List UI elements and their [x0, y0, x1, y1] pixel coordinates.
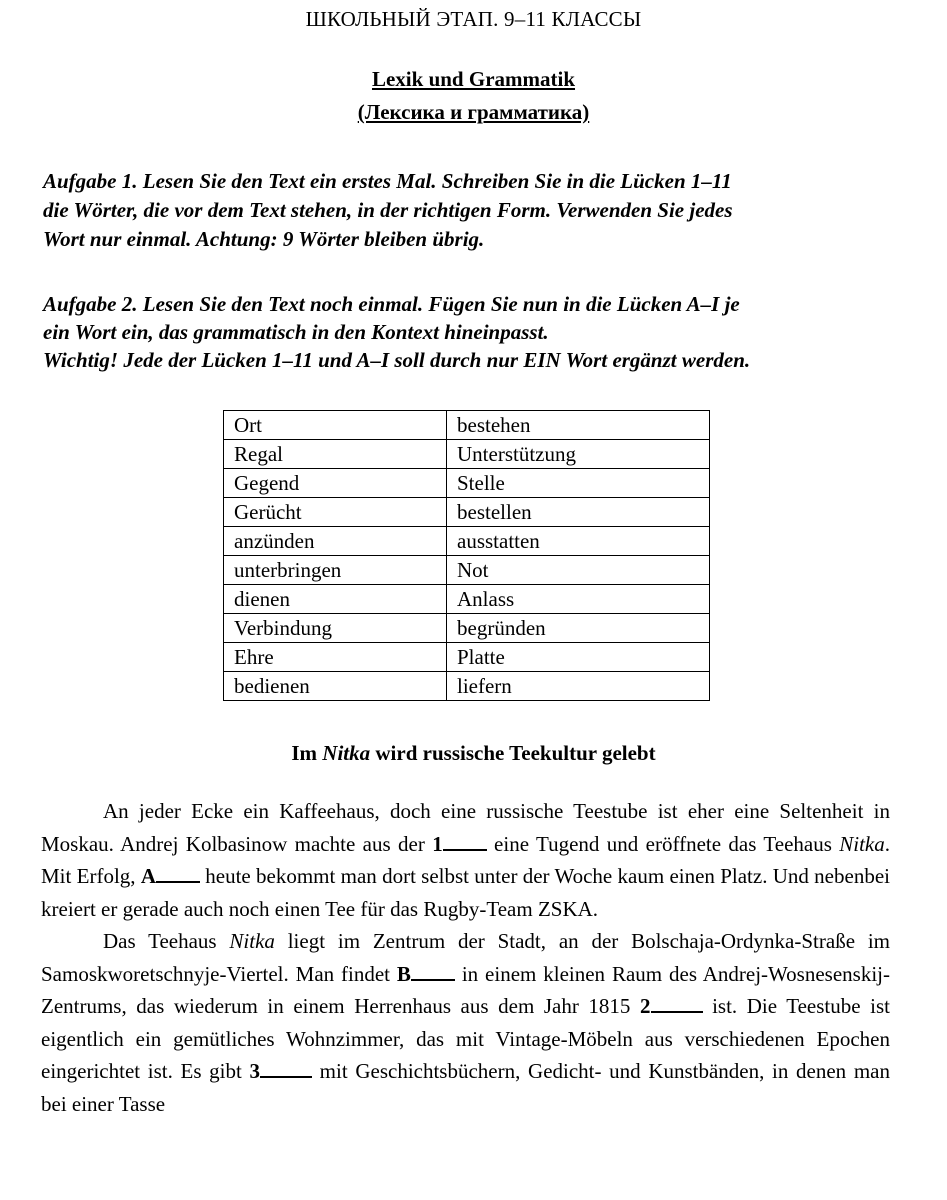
word-cell: bedienen: [224, 672, 447, 701]
gap-blank: [651, 993, 703, 1013]
word-cell: unterbringen: [224, 556, 447, 585]
gap-blank: [156, 863, 200, 883]
task-2-line: ein Wort ein, das grammatisch in den Kontext hineinpasst.: [43, 320, 549, 344]
text-run: An jeder Ecke ein Kaffeehaus, doch eine russische Teestube ist eher eine Seltenheit in Moskau. Andrej Kolbasinow machte aus der: [41, 799, 890, 856]
word-cell: anzünden: [224, 527, 447, 556]
word-cell: liefern: [447, 672, 710, 701]
cafe-name: Nitka: [839, 831, 885, 856]
word-cell: ausstatten: [447, 527, 710, 556]
text-title-prefix: Im: [291, 741, 323, 765]
word-row: [224, 614, 710, 643]
text-title-name: Nitka: [322, 741, 371, 765]
word-row: [224, 440, 710, 469]
paragraph-2: [41, 925, 890, 1120]
word-bank-table: [223, 410, 710, 701]
word-row: [224, 585, 710, 614]
gap-blank: [411, 961, 455, 981]
gap-blank: [443, 831, 487, 851]
word-cell: Anlass: [447, 585, 710, 614]
task-1-line: Aufgabe 1. Lesen Sie den Text ein erstes Mal. Schreiben Sie in die Lücken 1–11: [43, 169, 732, 193]
gap-label: 1: [432, 831, 443, 856]
text-run: ist. Die Teestube ist eigentlich ein gemütliches Wohnzimmer, das mit Vintage-Möbeln aus verschiedenen Epochen eingerichtet ist. Es gibt: [41, 994, 890, 1083]
word-cell: Platte: [447, 643, 710, 672]
word-row: [224, 556, 710, 585]
text-run: liegt im Zentrum der Stadt, an der Bolschaja-Ordynka-Straße im Samoskworetschnyje-Viertel. Man findet: [41, 929, 890, 986]
word-row: [224, 527, 710, 556]
task-2-line: Wichtig! Jede der Lücken 1–11 und A–I soll durch nur EIN Wort ergänzt werden.: [43, 348, 751, 372]
word-cell: Gerücht: [224, 498, 447, 527]
word-cell: Gegend: [224, 469, 447, 498]
task-2-line: Aufgabe 2. Lesen Sie den Text noch einmal. Fügen Sie nun in die Lücken A–I je: [43, 292, 740, 316]
word-cell: Ort: [224, 411, 447, 440]
word-row: [224, 411, 710, 440]
stage-header: ШКОЛЬНЫЙ ЭТАП. 9–11 КЛАССЫ: [305, 7, 642, 31]
text-run: eine Tugend und eröffnete das Teehaus: [486, 831, 840, 856]
gap-B: [397, 962, 455, 986]
task-1-line: Wort nur einmal. Achtung: 9 Wörter bleiben übrig.: [43, 227, 485, 251]
text-run: . Mit Erfolg,: [41, 831, 890, 888]
word-row: [224, 643, 710, 672]
reading-text: [41, 795, 890, 1120]
word-cell: Unterstützung: [447, 440, 710, 469]
gap-label: A: [140, 864, 156, 888]
word-row: [224, 498, 710, 527]
word-row: [224, 672, 710, 701]
section-title-russian: (Лексика и грамматика): [357, 100, 590, 124]
text-run: heute bekommt man dort selbst unter der Woche kaum einen Platz. Und nebenbei kreiert er gerade auch noch einen Tee für das Rugby-Team ZSKA.: [41, 864, 890, 921]
gap-label: B: [396, 961, 411, 986]
word-cell: Stelle: [447, 469, 710, 498]
section-title-german: Lexik und Grammatik: [371, 67, 576, 91]
text-run: mit Geschichtsbüchern, Gedicht- und Kunstbänden, in denen man bei einer Tasse: [41, 1059, 890, 1116]
text-run: in einem kleinen Raum des Andrej-Wosnesenskij-Zentrums, das wiederum in einem Herrenhaus aus dem Jahr 1815: [41, 961, 890, 1018]
gap-1: [432, 832, 487, 856]
word-cell: bestehen: [447, 411, 710, 440]
gap-A: [141, 864, 200, 888]
text-title-suffix: wird russische Teekultur gelebt: [370, 741, 656, 765]
gap-3: [250, 1059, 313, 1083]
word-cell: Not: [447, 556, 710, 585]
paragraph-1: [41, 795, 890, 925]
task-1-instructions: [43, 167, 905, 254]
word-cell: dienen: [224, 585, 447, 614]
text-run: Das Teehaus: [103, 929, 230, 953]
word-cell: Verbindung: [224, 614, 447, 643]
word-cell: bestellen: [447, 498, 710, 527]
word-row: [224, 469, 710, 498]
gap-blank: [260, 1058, 312, 1078]
word-cell: Ehre: [224, 643, 447, 672]
text-title: [0, 741, 947, 766]
task-2-instructions: [43, 290, 905, 374]
gap-label: 2: [640, 994, 651, 1018]
gap-label: 3: [249, 1059, 261, 1083]
word-cell: Regal: [224, 440, 447, 469]
gap-2: [640, 994, 703, 1018]
word-cell: begründen: [447, 614, 710, 643]
task-1-line: die Wörter, die vor dem Text stehen, in der richtigen Form. Verwenden Sie jedes: [43, 198, 733, 222]
cafe-name: Nitka: [229, 929, 275, 953]
